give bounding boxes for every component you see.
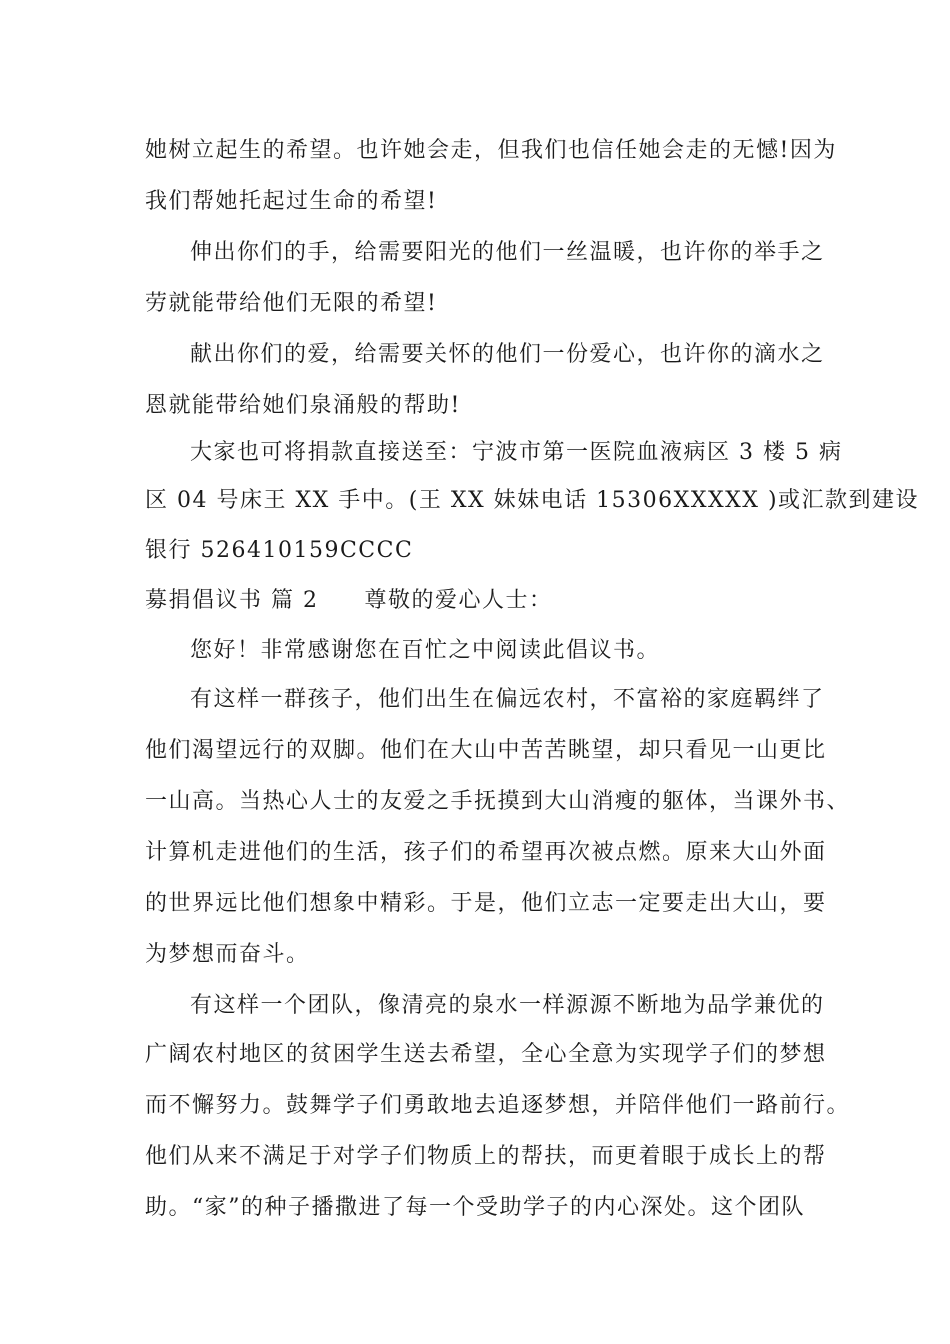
body-line: 区 04 号床王 XX 手中。(王 XX 妹妹电话 15306XXXXX )或汇款到建设 bbox=[145, 488, 920, 513]
body-line: 他们从来不满足于对学子们物质上的帮扶，而更着眼于成长上的帮 bbox=[145, 1144, 827, 1169]
body-line: 大家也可将捐款直接送至：宁波市第一医院血液病区 3 楼 5 病 bbox=[190, 440, 843, 465]
body-line: 一山高。当热心人士的友爱之手抚摸到大山消瘦的躯体，当课外书、 bbox=[145, 789, 851, 814]
body-line: 恩就能带给她们泉涌般的帮助! bbox=[145, 393, 461, 418]
body-line: 他们渴望远行的双脚。他们在大山中苦苦眺望，却只看见一山更比 bbox=[145, 738, 827, 763]
body-line: 献出你们的爱，给需要关怀的他们一份爱心，也许你的滴水之 bbox=[190, 342, 825, 367]
section-heading-line bbox=[145, 586, 845, 616]
section-title: 募捐倡议书 篇 2 bbox=[145, 588, 319, 613]
body-line: 而不懈努力。鼓舞学子们勇敢地去追逐梦想，并陪伴他们一路前行。 bbox=[145, 1093, 851, 1118]
body-line: 我们帮她托起过生命的希望! bbox=[145, 189, 438, 214]
body-line: 为梦想而奋斗。 bbox=[145, 942, 310, 967]
salutation: 尊敬的爱心人士： bbox=[364, 588, 553, 613]
body-line: 的世界远比他们想象中精彩。于是，他们立志一定要走出大山，要 bbox=[145, 891, 827, 916]
body-line: 劳就能带给他们无限的希望! bbox=[145, 291, 438, 316]
body-line: 助。“家”的种子播撒进了每一个受助学子的内心深处。这个团队 bbox=[145, 1195, 805, 1220]
body-line: 有这样一个团队，像清亮的泉水一样源源不断地为品学兼优的 bbox=[190, 993, 825, 1018]
body-line: 银行 526410159CCCC bbox=[145, 538, 414, 563]
body-line: 有这样一群孩子，他们出生在偏远农村，不富裕的家庭羁绊了 bbox=[190, 687, 825, 712]
body-line: 广阔农村地区的贫困学生送去希望，全心全意为实现学子们的梦想 bbox=[145, 1042, 827, 1067]
body-line: 您好！非常感谢您在百忙之中阅读此倡议书。 bbox=[190, 638, 661, 663]
body-line: 伸出你们的手，给需要阳光的他们一丝温暖，也许你的举手之 bbox=[190, 240, 825, 265]
body-line: 计算机走进他们的生活，孩子们的希望再次被点燃。原来大山外面 bbox=[145, 840, 827, 865]
body-line: 她树立起生的希望。也许她会走，但我们也信任她会走的无憾!因为 bbox=[145, 138, 837, 163]
